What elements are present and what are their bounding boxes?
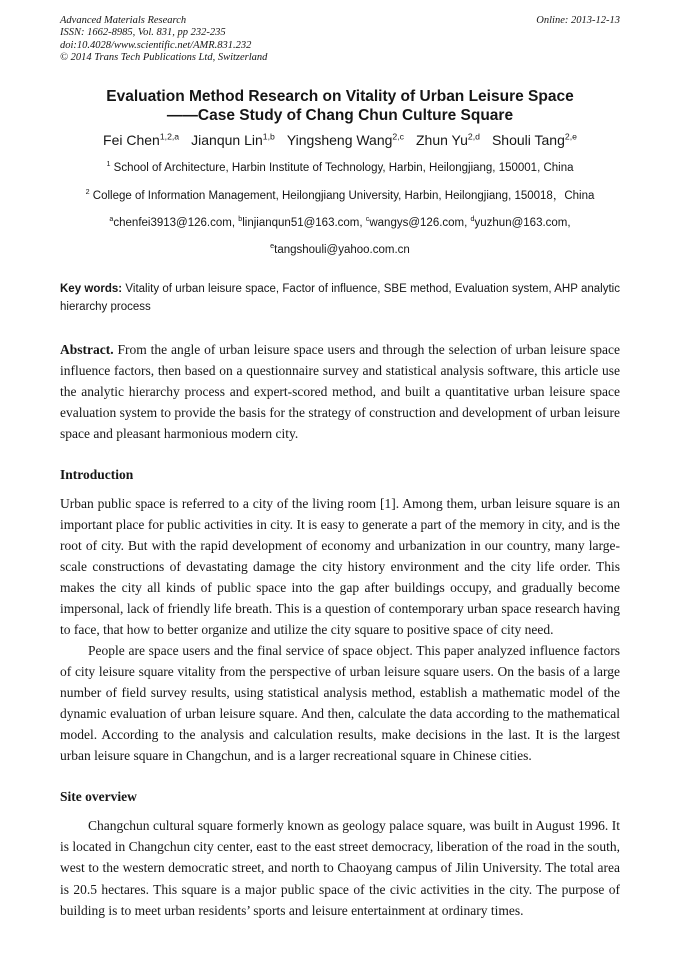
- author-list: [60, 132, 620, 148]
- author-email: [366, 217, 468, 229]
- affiliation-2: [60, 189, 620, 203]
- keywords-label: Key words:: [60, 282, 123, 295]
- email-address: yuzhun@163.com,: [474, 217, 571, 229]
- email-address: tangshouli@yahoo.com.cn: [274, 244, 410, 257]
- affiliation-text: College of Information Management, Heilongjiang University, Harbin, Heilongjiang, 150018，China: [92, 189, 595, 202]
- section-heading-introduction: Introduction: [60, 466, 134, 482]
- author-name: Jianqun Lin: [191, 132, 263, 149]
- author: [103, 132, 179, 148]
- author-affiliation-marks: 2,d: [467, 131, 480, 142]
- journal-copyright: © 2014 Trans Tech Publications Ltd, Switzerland: [60, 52, 268, 64]
- author-email: [238, 217, 362, 229]
- keywords-text: Vitality of urban leisure space, Factor of influence, SBE method, Evaluation system, AHP analytic hierarchy process: [60, 282, 620, 314]
- author-email: [471, 217, 571, 229]
- author: [287, 132, 404, 148]
- affiliation-text: School of Architecture, Harbin Institute of Technology, Harbin, Heilongjiang, 150001, China: [113, 162, 574, 175]
- journal-issn-volume: ISSN: 1662-8985, Vol. 831, pp 232-235: [60, 27, 226, 39]
- abstract: [60, 339, 620, 444]
- email-mark: a: [109, 215, 114, 224]
- journal-doi: doi:10.4028/www.scientific.net/AMR.831.232: [60, 39, 252, 51]
- author-affiliation-marks: 2,e: [564, 131, 577, 142]
- author-affiliation-marks: 1,b: [262, 131, 275, 142]
- abstract-text: From the angle of urban leisure space users and through the selection of urban leisure space influence factors, then based on a questionnaire survey and statistical analysis software, this article use the analytic hierarchy process and expert-scored method, and built a quantitative urban leisure space evaluation system to provide the basis for the strategy of construction and development of urban leisure space and pleasant harmonious modern city.: [60, 341, 621, 441]
- section-heading-site-overview: Site overview: [60, 789, 137, 805]
- author-name: Zhun Yu: [416, 132, 468, 149]
- author: [416, 132, 480, 148]
- affiliation-mark: 1: [106, 160, 111, 169]
- author-emails-line-2: [60, 243, 620, 257]
- author-email: [109, 217, 235, 229]
- abstract-label: Abstract.: [60, 341, 114, 357]
- author-email: [270, 244, 410, 256]
- author-name: Yingsheng Wang: [286, 132, 393, 149]
- email-address: linjianqun51@163.com,: [242, 217, 363, 229]
- introduction-paragraph-1: Urban public space is referred to a city of the living room [1]. Among them, urban leisure square is an important place for public activities in city. It is easy to generate a part of the memory in city, and is the root of city. But with the rapid development of economy and urbanization in our country, many large-scale constructions of devastating damage the city history environment and the city life order. This makes the city all kinds of public space into the gap after buildings occupy, and gradually become impersonal, lack of friendly life breath. This is a question of contemporary urban space research having to face, that how to better organize and utilize the city square to positive space of city need.: [60, 495, 620, 638]
- email-address: chenfei3913@126.com,: [113, 217, 236, 229]
- author: [492, 132, 577, 148]
- email-mark: d: [470, 215, 475, 224]
- online-date: Online: 2013-12-13: [536, 15, 620, 26]
- author-affiliation-marks: 1,2,a: [159, 131, 180, 142]
- site-overview-paragraph-1: Changchun cultural square formerly known as geology palace square, was built in August 1996. It is located in Changchun city center, east to the east street democracy, liberation of the road in the south, west to the western democratic street, and north to Chaoyang campus of Jilin University. The total area is 20.5 hectares. This square is a major public space of the civic activities in the city. The purpose of building is to meet urban residents’ sports and leisure entertainment at ordinary times.: [60, 818, 620, 918]
- author-name: Fei Chen: [103, 132, 160, 149]
- journal-name: Advanced Materials Research: [60, 15, 187, 26]
- author-name: Shouli Tang: [491, 132, 565, 149]
- keywords: [60, 280, 620, 317]
- author: [191, 132, 275, 148]
- email-mark: b: [238, 215, 243, 224]
- title-line-1: Evaluation Method Research on Vitality of Urban Leisure Space: [106, 87, 574, 105]
- introduction-paragraph-2: People are space users and the final service of space object. This paper analyzed influence factors of city leisure square vitality from the perspective of urban leisure square users. On the basis of a large number of field survey results, using statistical analysis method, establish a mathematic model of the dynamic evaluation of urban leisure square. And then, calculate the data according to the mathematical model. According to the analysis and calculation results, make decisions in the last. It is the largest urban leisure square in Changchun, and is a larger recreational square in Chinese cities.: [60, 643, 620, 764]
- author-emails-line-1: [60, 216, 620, 230]
- email-address: wangys@126.com,: [369, 217, 468, 229]
- journal-info: [60, 15, 267, 65]
- page-title: [60, 87, 620, 126]
- author-affiliation-marks: 2,c: [392, 131, 404, 142]
- email-mark: c: [365, 215, 370, 224]
- affiliation-mark: 2: [85, 187, 90, 196]
- journal-header: [60, 15, 620, 65]
- affiliation-1: [60, 161, 620, 175]
- title-line-2: ——Case Study of Chang Chun Culture Square: [166, 106, 514, 124]
- email-mark: e: [270, 242, 275, 251]
